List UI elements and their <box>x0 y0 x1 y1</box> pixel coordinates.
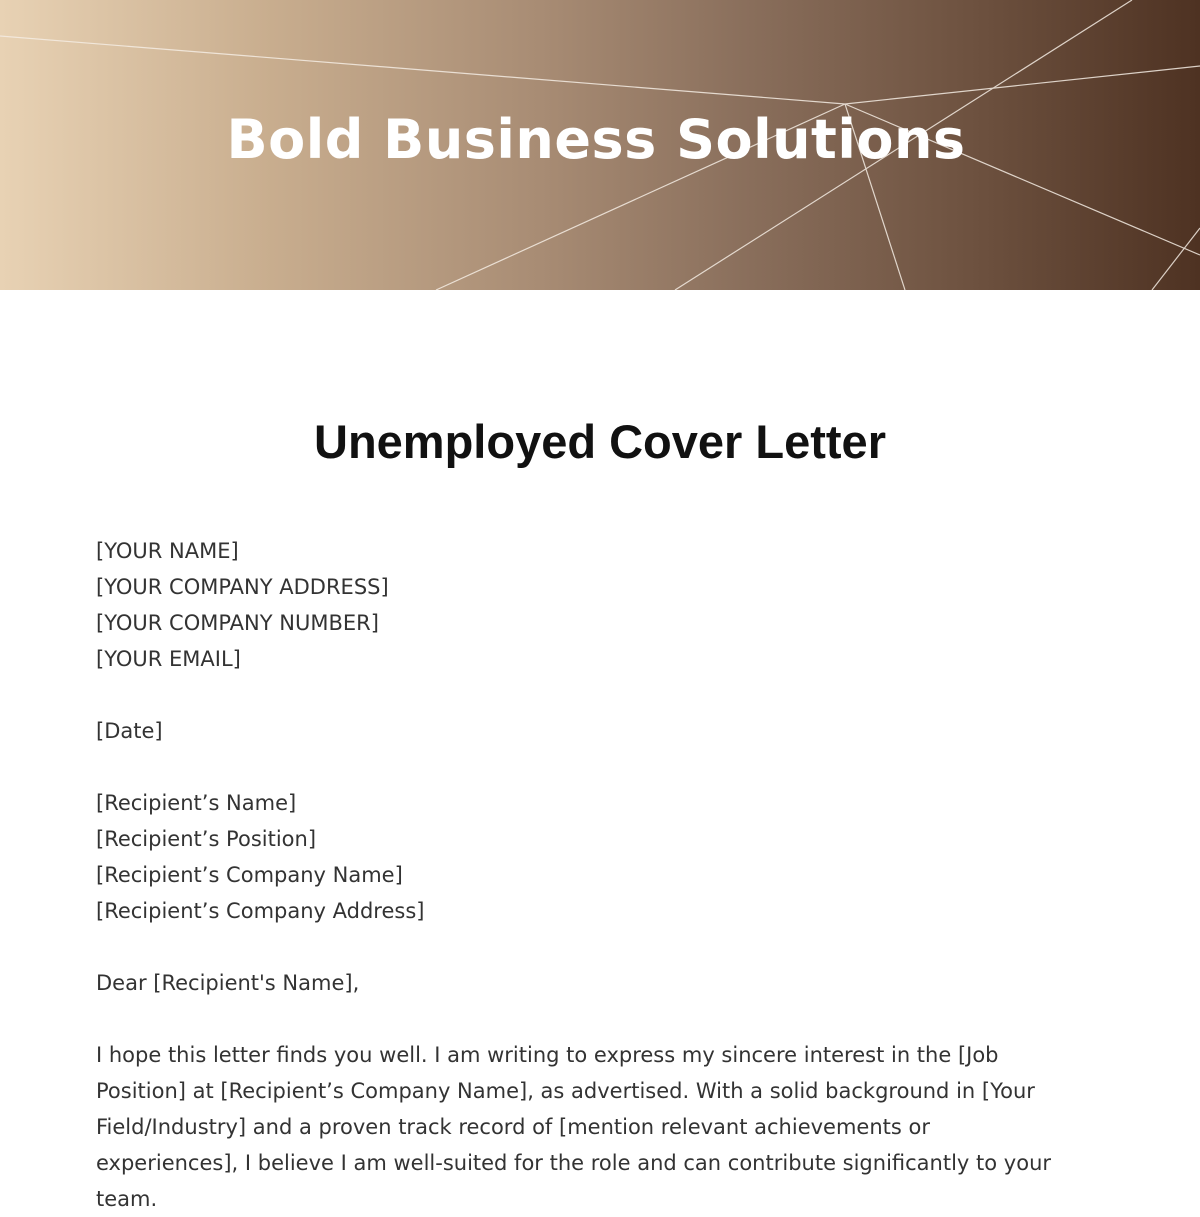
recipient-position: [Recipient’s Position] <box>96 827 317 851</box>
sender-address: [YOUR COMPANY ADDRESS] <box>96 575 389 599</box>
company-name: Bold Business Solutions <box>226 108 966 171</box>
letter-date: [Date] <box>96 719 163 743</box>
body-paragraph: I hope this letter finds you well. I am writing to express my sincere interest in the [Job Position] at [Recipient’s Company Name], as advertised. With a solid background in [Your Field/Industry] and a proven track record of [mention relevant achievements or experiences], I believe I am well-suited for the role and can contribute significantly to your team. <box>96 1043 1052 1211</box>
recipient-name: [Recipient’s Name] <box>96 791 297 815</box>
header-banner <box>0 0 1200 290</box>
recipient-company-name: [Recipient’s Company Name] <box>96 863 403 887</box>
date-block <box>96 713 1076 749</box>
sender-name: [YOUR NAME] <box>96 539 239 563</box>
sender-email: [YOUR EMAIL] <box>96 647 241 671</box>
document-title: Unemployed Cover Letter <box>314 415 886 468</box>
salutation-block <box>96 965 1076 1001</box>
recipient-block <box>96 785 1076 929</box>
letter-body <box>96 533 1076 1217</box>
sender-block <box>96 533 1076 677</box>
recipient-company-address: [Recipient’s Company Address] <box>96 899 425 923</box>
salutation: Dear [Recipient's Name], <box>96 971 360 995</box>
sender-number: [YOUR COMPANY NUMBER] <box>96 611 379 635</box>
